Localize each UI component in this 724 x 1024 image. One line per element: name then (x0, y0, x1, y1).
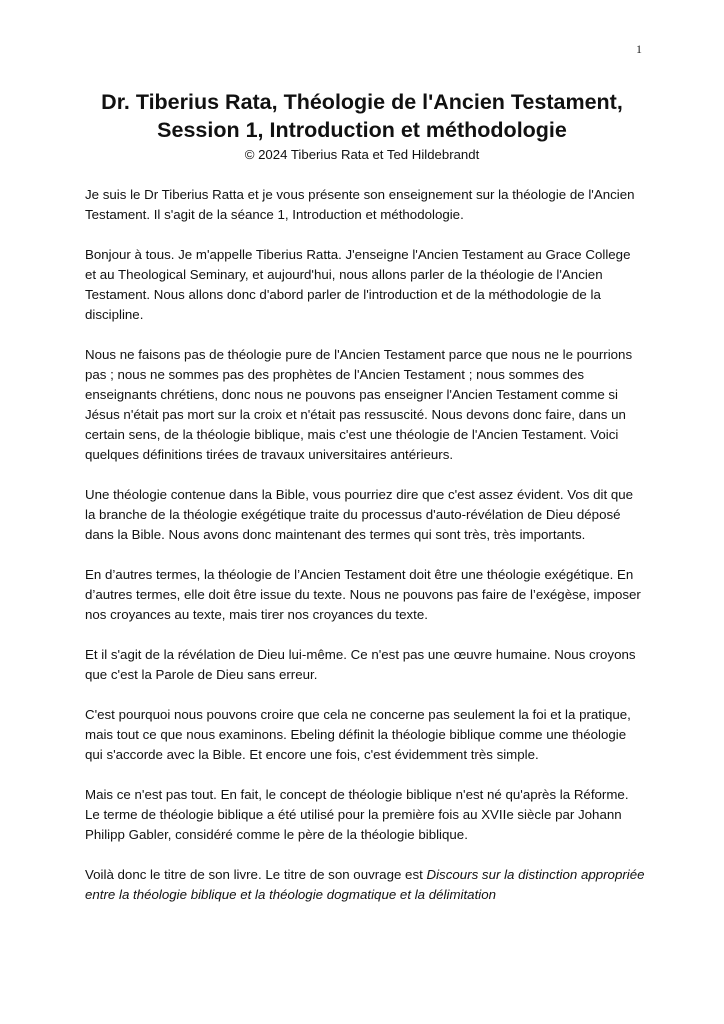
paragraph-8: Mais ce n'est pas tout. En fait, le concept de théologie biblique n'est né qu'après la Réforme. Le terme de théologie biblique a été utilisé pour la première fois au XVIIe siècle par Johann Philipp Gabler, considéré comme le père de la théologie biblique. (85, 787, 629, 842)
paragraph-2: Bonjour à tous. Je m'appelle Tiberius Ratta. J'enseigne l'Ancien Testament au Grace College et au Theological Seminary, et aujourd'hui, nous allons parler de la théologie de l'Ancien Testament. Nous allons donc d'abord parler de l'introduction et de la méthodologie de la discipline. (85, 247, 631, 322)
document-body (85, 185, 645, 925)
copyright-notice: © 2024 Tiberius Rata et Ted Hildebrandt (244, 147, 480, 162)
paragraph-6: Et il s'agit de la révélation de Dieu lui-même. Ce n'est pas une œuvre humaine. Nous croyons que c'est la Parole de Dieu sans erreur. (85, 647, 636, 682)
title-line-1: Dr. Tiberius Rata, Théologie de l'Ancien Testament, (101, 90, 623, 114)
page-number: 1 (636, 42, 642, 56)
paragraph-7: C'est pourquoi nous pouvons croire que cela ne concerne pas seulement la foi et la pratique, mais tout ce que nous examinons. Ebeling définit la théologie biblique comme une théologie qui s'accorde avec la Bible. Et encore une fois, c'est évidemment très simple. (85, 707, 631, 762)
paragraph-9 (85, 865, 645, 905)
book-title: Discours sur la distinction appropriée entre la théologie biblique et la théologie dogmatique et la délimitation (85, 867, 645, 902)
document-title (60, 88, 664, 144)
title-line-2: Session 1, Introduction et méthodologie (157, 118, 567, 142)
paragraph-5: En d’autres termes, la théologie de l’Ancien Testament doit être une théologie exégétique. En d’autres termes, elle doit être issue du texte. Nous ne pouvons pas faire de l’exégèse, imposer nos croyances au texte, mais tirer nos croyances du texte. (85, 567, 641, 622)
paragraph-9-text: Voilà donc le titre de son livre. Le titre de son ouvrage est (85, 867, 427, 882)
paragraph-3: Nous ne faisons pas de théologie pure de l'Ancien Testament parce que nous ne le pourrions pas ; nous ne sommes pas des prophètes de l'Ancien Testament ; nous sommes des enseignants chrétiens, donc nous ne pouvons pas enseigner l'Ancien Testament comme si Jésus n'était pas mort sur la croix et n'était pas ressuscité. Nous devons donc faire, dans un certain sens, de la théologie biblique, mais c'est une théologie de l'Ancien Testament. Voici quelques définitions tirées de travaux universitaires antérieurs. (85, 347, 633, 462)
paragraph-1: Je suis le Dr Tiberius Ratta et je vous présente son enseignement sur la théologie de l'Ancien Testament. Il s'agit de la séance 1, Introduction et méthodologie. (85, 187, 635, 222)
paragraph-4: Une théologie contenue dans la Bible, vous pourriez dire que c'est assez évident. Vos dit que la branche de la théologie exégétique traite du processus d'auto-révélation de Dieu déposé dans la Bible. Nous avons donc maintenant des termes qui sont très, très importants. (85, 487, 634, 542)
